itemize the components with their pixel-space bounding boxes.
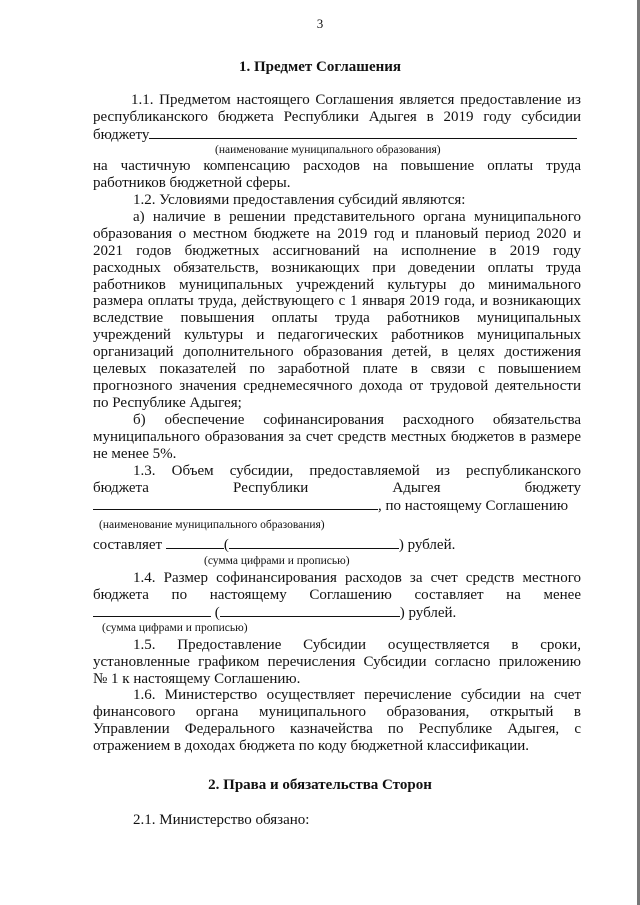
text-line: организаций дополнительного образования детей, в целях достижения — [93, 344, 581, 361]
text-fragment: бюджету — [93, 126, 150, 143]
municipality-blank-line — [93, 497, 378, 510]
text-line: 1.5. Предоставление Субсидии осуществляется в сроки, — [133, 637, 581, 653]
text-line: 2.1. Министерство обязано: — [133, 812, 310, 828]
text-line: отражением в доходах бюджета по коду бюджетной классификации. — [93, 737, 529, 754]
text-line: а) наличие в решении представительного органа муниципального — [133, 208, 581, 225]
amount-line — [93, 536, 581, 554]
paragraph-1-3 — [93, 463, 581, 515]
text-line: образования о местном бюджете на 2019 год и плановый период 2020 и — [93, 225, 581, 242]
text-line: установленные графиком перечисления Субсидии согласно приложению — [93, 653, 581, 670]
paragraph-1-5 — [93, 637, 581, 688]
amount-digits-blank — [166, 536, 224, 549]
text-line: 1.6. Министерство осуществляет перечисление субсидии на счет — [133, 687, 581, 703]
text-line: не менее 5%. — [93, 445, 177, 462]
text-fragment: ) рублей. — [398, 537, 456, 553]
cofinancing-words-blank — [220, 604, 400, 617]
text-line: прогнозного значения среднемесячного дохода от трудовой деятельности — [93, 377, 581, 394]
paragraph-1-1 — [93, 92, 581, 144]
text-line: целевых показателей по заработной плате в связи с повышением — [93, 361, 581, 378]
text-line — [93, 604, 581, 622]
text-line: республиканского бюджета Республики Адыгея в 2019 году субсидии — [93, 108, 581, 125]
paragraph-1-2 — [93, 192, 581, 463]
text-line — [93, 536, 581, 554]
text-line: работников бюджетной сферы. — [93, 174, 291, 191]
paragraph-1-6 — [93, 687, 581, 755]
text-line: размера оплаты труда, действующего с 1 января 2019 года, и возникающих — [93, 293, 581, 310]
text-line: № 1 к настоящему Соглашению. — [93, 670, 301, 687]
text-line: 1.2. Условиями предоставления субсидий являются: — [133, 192, 466, 208]
caption-sum: (сумма цифрами и прописью) — [204, 555, 350, 567]
page-number: 3 — [316, 16, 324, 31]
caption-sum-2: (сумма цифрами и прописью) — [102, 622, 248, 634]
text-fragment: ( — [214, 604, 220, 621]
cofinancing-digits-blank — [93, 604, 211, 617]
text-line: расходных обязательств, возникающих при доведении оплаты труда — [93, 259, 581, 276]
municipality-blank-line — [149, 126, 577, 139]
text-line: 1.3. Объем субсидии, предоставляемой из республиканского — [133, 463, 581, 479]
text-line: на частичную компенсацию расходов на повышение оплаты труда — [93, 158, 581, 174]
caption-municipality: (наименование муниципального образования) — [215, 144, 441, 156]
text-line: работников муниципальных учреждений культуры до минимального — [93, 276, 581, 293]
section-2-title: 2. Права и обязательства Сторон — [208, 777, 432, 793]
paragraph-1-1-cont — [93, 158, 581, 192]
text-line: бюджета по настоящему Соглашению составляет на менее — [93, 586, 581, 603]
section-1-title: 1. Предмет Соглашения — [238, 59, 402, 75]
text-line: б) обеспечение софинансирования расходного обязательства — [133, 411, 581, 428]
text-line: по Республике Адыгея; — [93, 394, 242, 411]
text-fragment: ) рублей. — [399, 604, 457, 621]
text-line: учреждений культуры и педагогических работников муниципальных — [93, 327, 581, 344]
text-line: Управлении Федерального казначейства по Республике Адыгея, с — [93, 720, 581, 737]
paragraph-2-1 — [93, 812, 581, 829]
text-line: 1.4. Размер софинансирования расходов за счет средств местного — [133, 570, 581, 586]
text-line: бюджета Республики Адыгея бюджету — [93, 479, 581, 496]
text-line: 2021 годов бюджетных ассигнований на исполнение в 2019 году — [93, 242, 581, 259]
text-line — [93, 497, 581, 515]
text-line: 1.1. Предметом настоящего Соглашения является предоставление из — [131, 92, 581, 108]
caption-municipality-2: (наименование муниципального образования) — [99, 519, 325, 531]
text-fragment: составляет — [93, 537, 163, 553]
paragraph-1-4 — [93, 570, 581, 622]
text-line: вследствие повышения оплаты труда работников муниципальных — [93, 310, 581, 327]
text-line — [93, 126, 581, 144]
text-line: муниципального образования за счет средств местных бюджетов в размере — [93, 428, 581, 445]
amount-words-blank — [229, 536, 399, 549]
text-fragment: ( — [223, 537, 229, 553]
text-fragment: , по настоящему Соглашению — [378, 497, 569, 514]
text-line: финансового органа муниципального образования, открытый в — [93, 703, 581, 720]
